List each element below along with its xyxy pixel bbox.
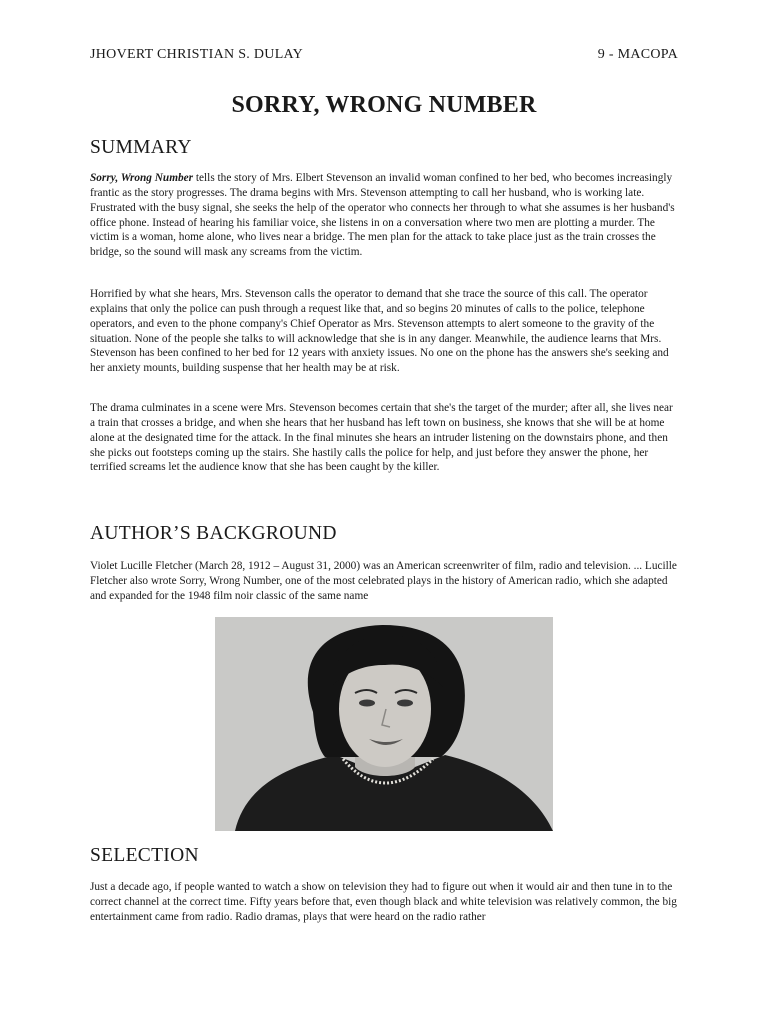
class-section: 9 - MACOPA [597,47,678,62]
play-title-emphasis: Sorry, Wrong Number [90,172,194,184]
author-background-paragraph: Violet Lucille Fletcher (March 28, 1912 – August 31, 2000) was an American screenwriter of film, radio and television. ... Lucille Fletcher also wrote Sorry, Wrong Number, one of the most celebrated plays in the history of American radio, which she adapted and expanded for the 1948 film noir classic of the same name [90,560,677,602]
selection-paragraph: Just a decade ago, if people wanted to watch a show on television they had to figure out when it would air and then tune in to the correct channel at the correct time. Fifty years before that, even though black and white television was relatively common, the big entertainment came from radio. Radio dramas, plays that were heard on the radio rather [90,881,677,923]
document-title: SORRY, WRONG NUMBER [231,92,537,118]
page-header [90,47,678,63]
portrait-illustration [215,617,553,831]
author-name: JHOVERT CHRISTIAN S. DULAY [90,47,304,62]
summary-paragraph-3: The drama culminates in a scene were Mrs. Stevenson becomes certain that she's the target of the murder; after all, she lives near a train that crosses a bridge, and when she hears that her husband has left town on business, she knows that she will be at home alone at the designated time for the attack. In the final minutes she hears an intruder listening on the downstairs phone, and then she picks out footsteps coming up the stairs. She hastily calls the police for help, and just before they answer the phone, her terrified screams let the audience know that she has been caught by the killer. [90,402,673,474]
summary-heading: SUMMARY [90,137,192,158]
author-portrait-photo [215,617,553,831]
author-background-heading: AUTHOR’S BACKGROUND [90,523,337,544]
selection-heading: SELECTION [90,845,199,866]
summary-paragraph-1 [90,171,680,260]
summary-paragraph-2: Horrified by what she hears, Mrs. Stevenson calls the operator to demand that she trace the source of this call. The operator explains that only the police can push through a request like that, and so begins 20 minutes of calls to the police, telephone operators, and even to the phone company's Chief Operator as Mrs. Stevenson attempts to alert someone to the gravity of the situation. None of the people she talks to will acknowledge that she is in any danger. Meanwhile, the audience learns that Mrs. Stevenson has been confined to her bed for 12 years with anxiety issues. No one on the phone has the answers she's seeking and her anxiety mounts, building suspense that her health may be at risk. [90,288,669,375]
summary-paragraph-1-text: tells the story of Mrs. Elbert Stevenson an invalid woman confined to her bed, who becomes increasingly frantic as the story progresses. The drama begins with Mrs. Stevenson attempting to call her husband, who is working late. Frustrated with the busy signal, she seeks the help of the operator who connects her through to what she assumes is her husband's office phone. Instead of hearing his familiar voice, she listens in on a conversation where two men are plotting a murder. The victim is a woman, home alone, who lives near a bridge. The men plan for the attack to take place just as the train crosses the bridge, so the sound will mask any screams from the victim. [90,172,675,259]
